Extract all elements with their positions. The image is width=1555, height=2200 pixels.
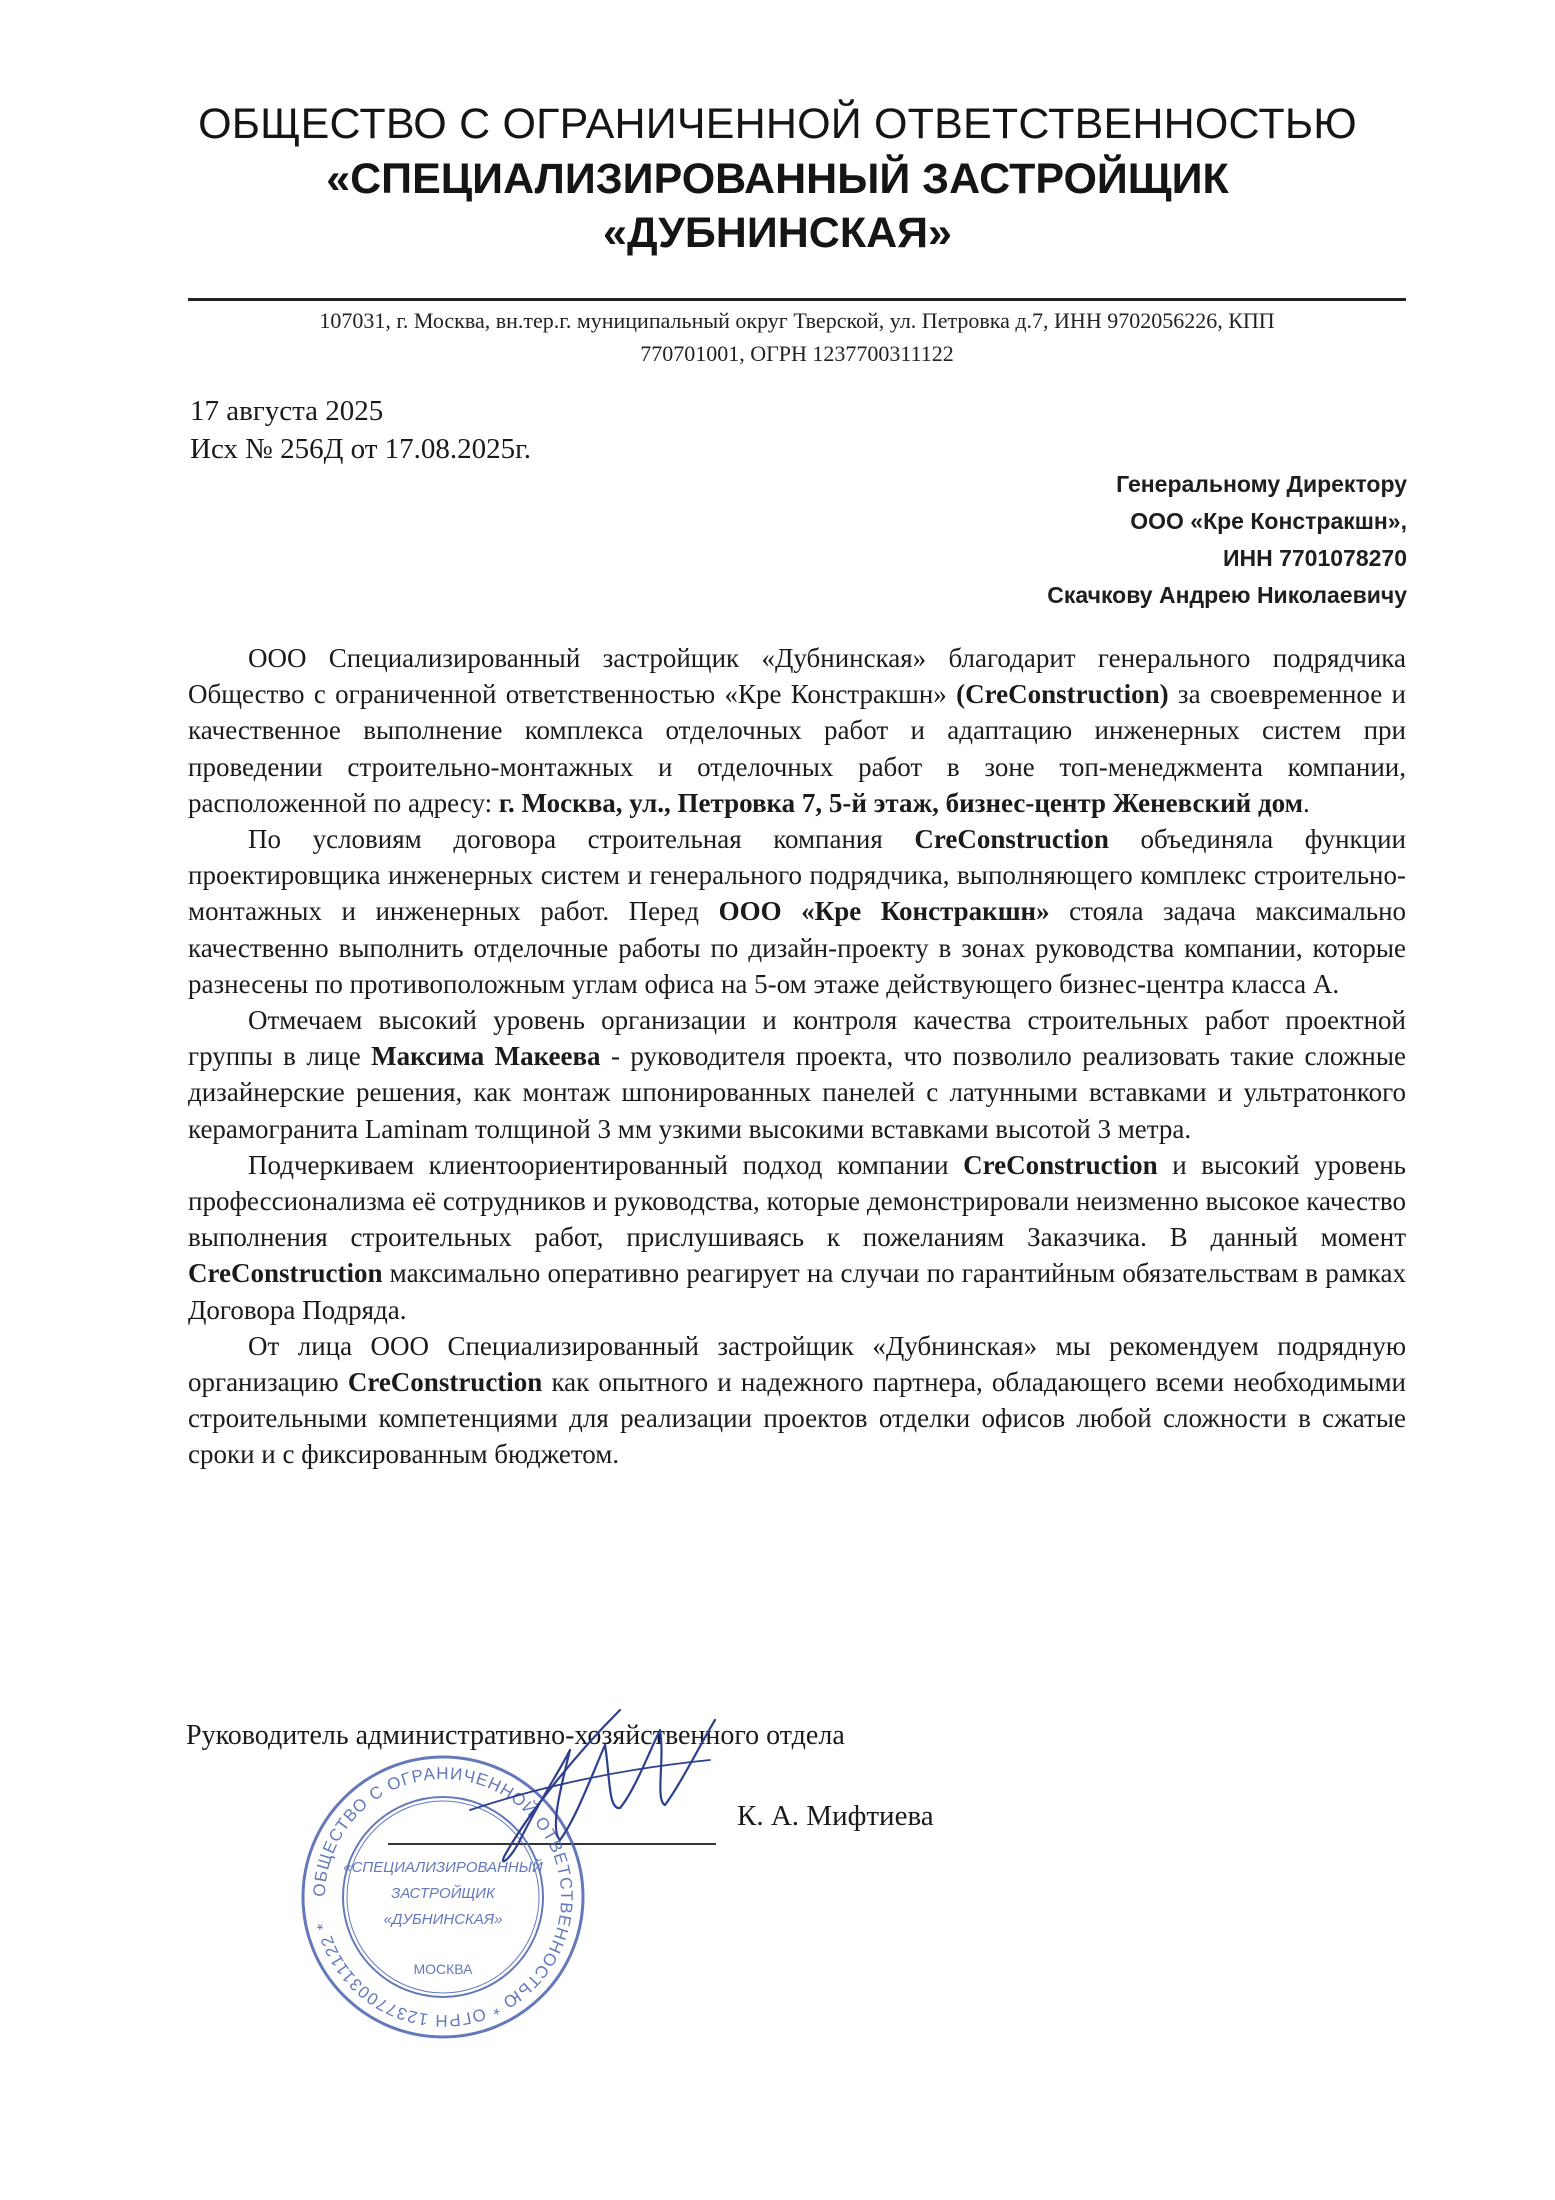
- p2-text-a: По условиям договора строительная компания: [248, 824, 915, 855]
- p2-bold-b: CreConstruction: [914, 824, 1109, 855]
- letter-date: 17 августа 2025: [190, 395, 384, 427]
- p5-bold-b: CreConstruction: [347, 1367, 543, 1398]
- signatory-name: К. А. Мифтиева: [737, 1800, 934, 1832]
- paragraph-3: [188, 1002, 1406, 1147]
- company-title-line1: ОБЩЕСТВО С ОГРАНИЧЕННОЙ ОТВЕТСТВЕННОСТЬЮ: [198, 100, 1357, 148]
- p5-text-a: От лица ООО Специализированный застройщик «Дубнинская» мы рекомендуем подрядную организацию: [188, 1330, 1406, 1398]
- paragraph-2: [188, 821, 1406, 1002]
- p1-text-a: ООО Специализированный застройщик «Дубнинская» благодарит генерального подрядчика Общество с ограниченной ответственностью «Кре Констракшн»: [188, 643, 1406, 710]
- stamp-ring-text: ОБЩЕСТВО С ОГРАНИЧЕННОЙ ОТВЕТСТВЕННОСТЬЮ * ОГРН 1237700311122 *: [309, 1763, 577, 2031]
- outgoing-number: Исх № 256Д от 17.08.2025г.: [190, 433, 532, 465]
- p1-bold-b: (CreConstruction): [956, 679, 1169, 710]
- p4-text-a: Подчеркиваем клиентоориентированный подход компании: [248, 1149, 964, 1180]
- company-title-name: [150, 152, 1405, 260]
- header-divider: [188, 298, 1406, 301]
- p4-bold-d: CreConstruction: [188, 1258, 383, 1289]
- recipient-line4: Скачкову Андрею Николаевичу: [1047, 582, 1407, 608]
- company-title-line3: «ДУБНИНСКАЯ»: [603, 209, 952, 257]
- p1-text-c: за своевременное и качественное выполнение комплекса отделочных работ и адаптацию инженерных систем при проведении строительно-монтажных и отделочных работ в зоне топ-менеджмента компании, расположенной по адресу:: [188, 679, 1406, 818]
- company-address: [188, 304, 1406, 370]
- p3-text-a: Отмечаем высокий уровень организации и контроля качества строительных работ проектной группы в лице: [188, 1005, 1406, 1072]
- recipient-line2: ООО «Кре Констракшн»,: [1130, 508, 1407, 534]
- stamp-center-line1: «СПЕЦИАЛИЗИРОВАННЫЙ: [343, 1859, 543, 1876]
- p3-bold-b: Максима Макеева: [371, 1041, 601, 1072]
- p1-bold-address: г. Москва, ул., Петровка 7, 5-й этаж, бизнес-центр Женевский дом: [498, 787, 1303, 818]
- company-title-line2: «СПЕЦИАЛИЗИРОВАННЫЙ ЗАСТРОЙЩИК: [326, 155, 1229, 203]
- p3-text-c: - руководителя проекта, что позволило реализовать такие сложные дизайнерские решения, как монтаж шпонированных панелей с латунными вставками и ультратонкого керамогранита Laminam толщиной 3 мм узкими высокими вставками высотой 3 метра.: [188, 1041, 1406, 1144]
- stamp-bottom-text: МОСКВА: [413, 1961, 473, 1977]
- p1-text-e: .: [1302, 787, 1310, 818]
- company-address-line1: 107031, г. Москва, вн.тер.г. муниципальный округ Тверской, ул. Петровка д.7, ИНН 9702056226, КПП: [319, 308, 1275, 333]
- letter-body: [188, 640, 1406, 1473]
- handwritten-signature: [410, 1690, 730, 1900]
- p2-text-e: стояла задача максимально качественно выполнить отделочные работы по дизайн-проекту в зонах руководства компании, которые разнесены по противоположным углам офиса на 5-ом этаже действующего бизнес-центра класса А.: [188, 896, 1407, 999]
- p4-bold-b: CreConstruction: [963, 1149, 1158, 1180]
- paragraph-5: [188, 1328, 1406, 1473]
- recipient-block: [1047, 466, 1407, 614]
- p2-bold-d: ООО «Кре Констракшн»: [718, 896, 1050, 927]
- paragraph-4: [188, 1147, 1406, 1328]
- company-address-line2: 770701001, ОГРН 1237700311122: [640, 341, 954, 366]
- paragraph-1: [188, 640, 1406, 821]
- p4-text-e: максимально оперативно реагирует на случаи по гарантийным обязательствам в рамках Договора Подряда.: [188, 1258, 1406, 1325]
- recipient-line3: ИНН 7701078270: [1222, 545, 1407, 571]
- letter-meta: [190, 392, 531, 468]
- p4-text-c: и высокий уровень профессионализма её сотрудников и руководства, которые демонстрировали неизменно высокое качество выполнения строительных работ, прислушиваясь к пожеланиям Заказчика. В данный момент: [188, 1149, 1406, 1253]
- signatory-role: Руководитель административно-хозяйственного отдела: [186, 1720, 845, 1751]
- stamp-center-line2: ЗАСТРОЙЩИК: [391, 1885, 495, 1902]
- recipient-line1: Генеральному Директору: [1116, 471, 1407, 497]
- p2-text-c: объединяла функции проектировщика инженерных систем и генерального подрядчика, выполняющего комплекс строительно-монтажных и инженерных работ. Перед: [188, 824, 1406, 927]
- p5-text-c: как опытного и надежного партнера, обладающего всеми необходимыми строительными компетенциями для реализации проектов отделки офисов любой сложности в сжатые сроки и с фиксированным бюджетом.: [188, 1367, 1406, 1470]
- stamp-center-line3: «ДУБНИНСКАЯ»: [383, 1911, 503, 1928]
